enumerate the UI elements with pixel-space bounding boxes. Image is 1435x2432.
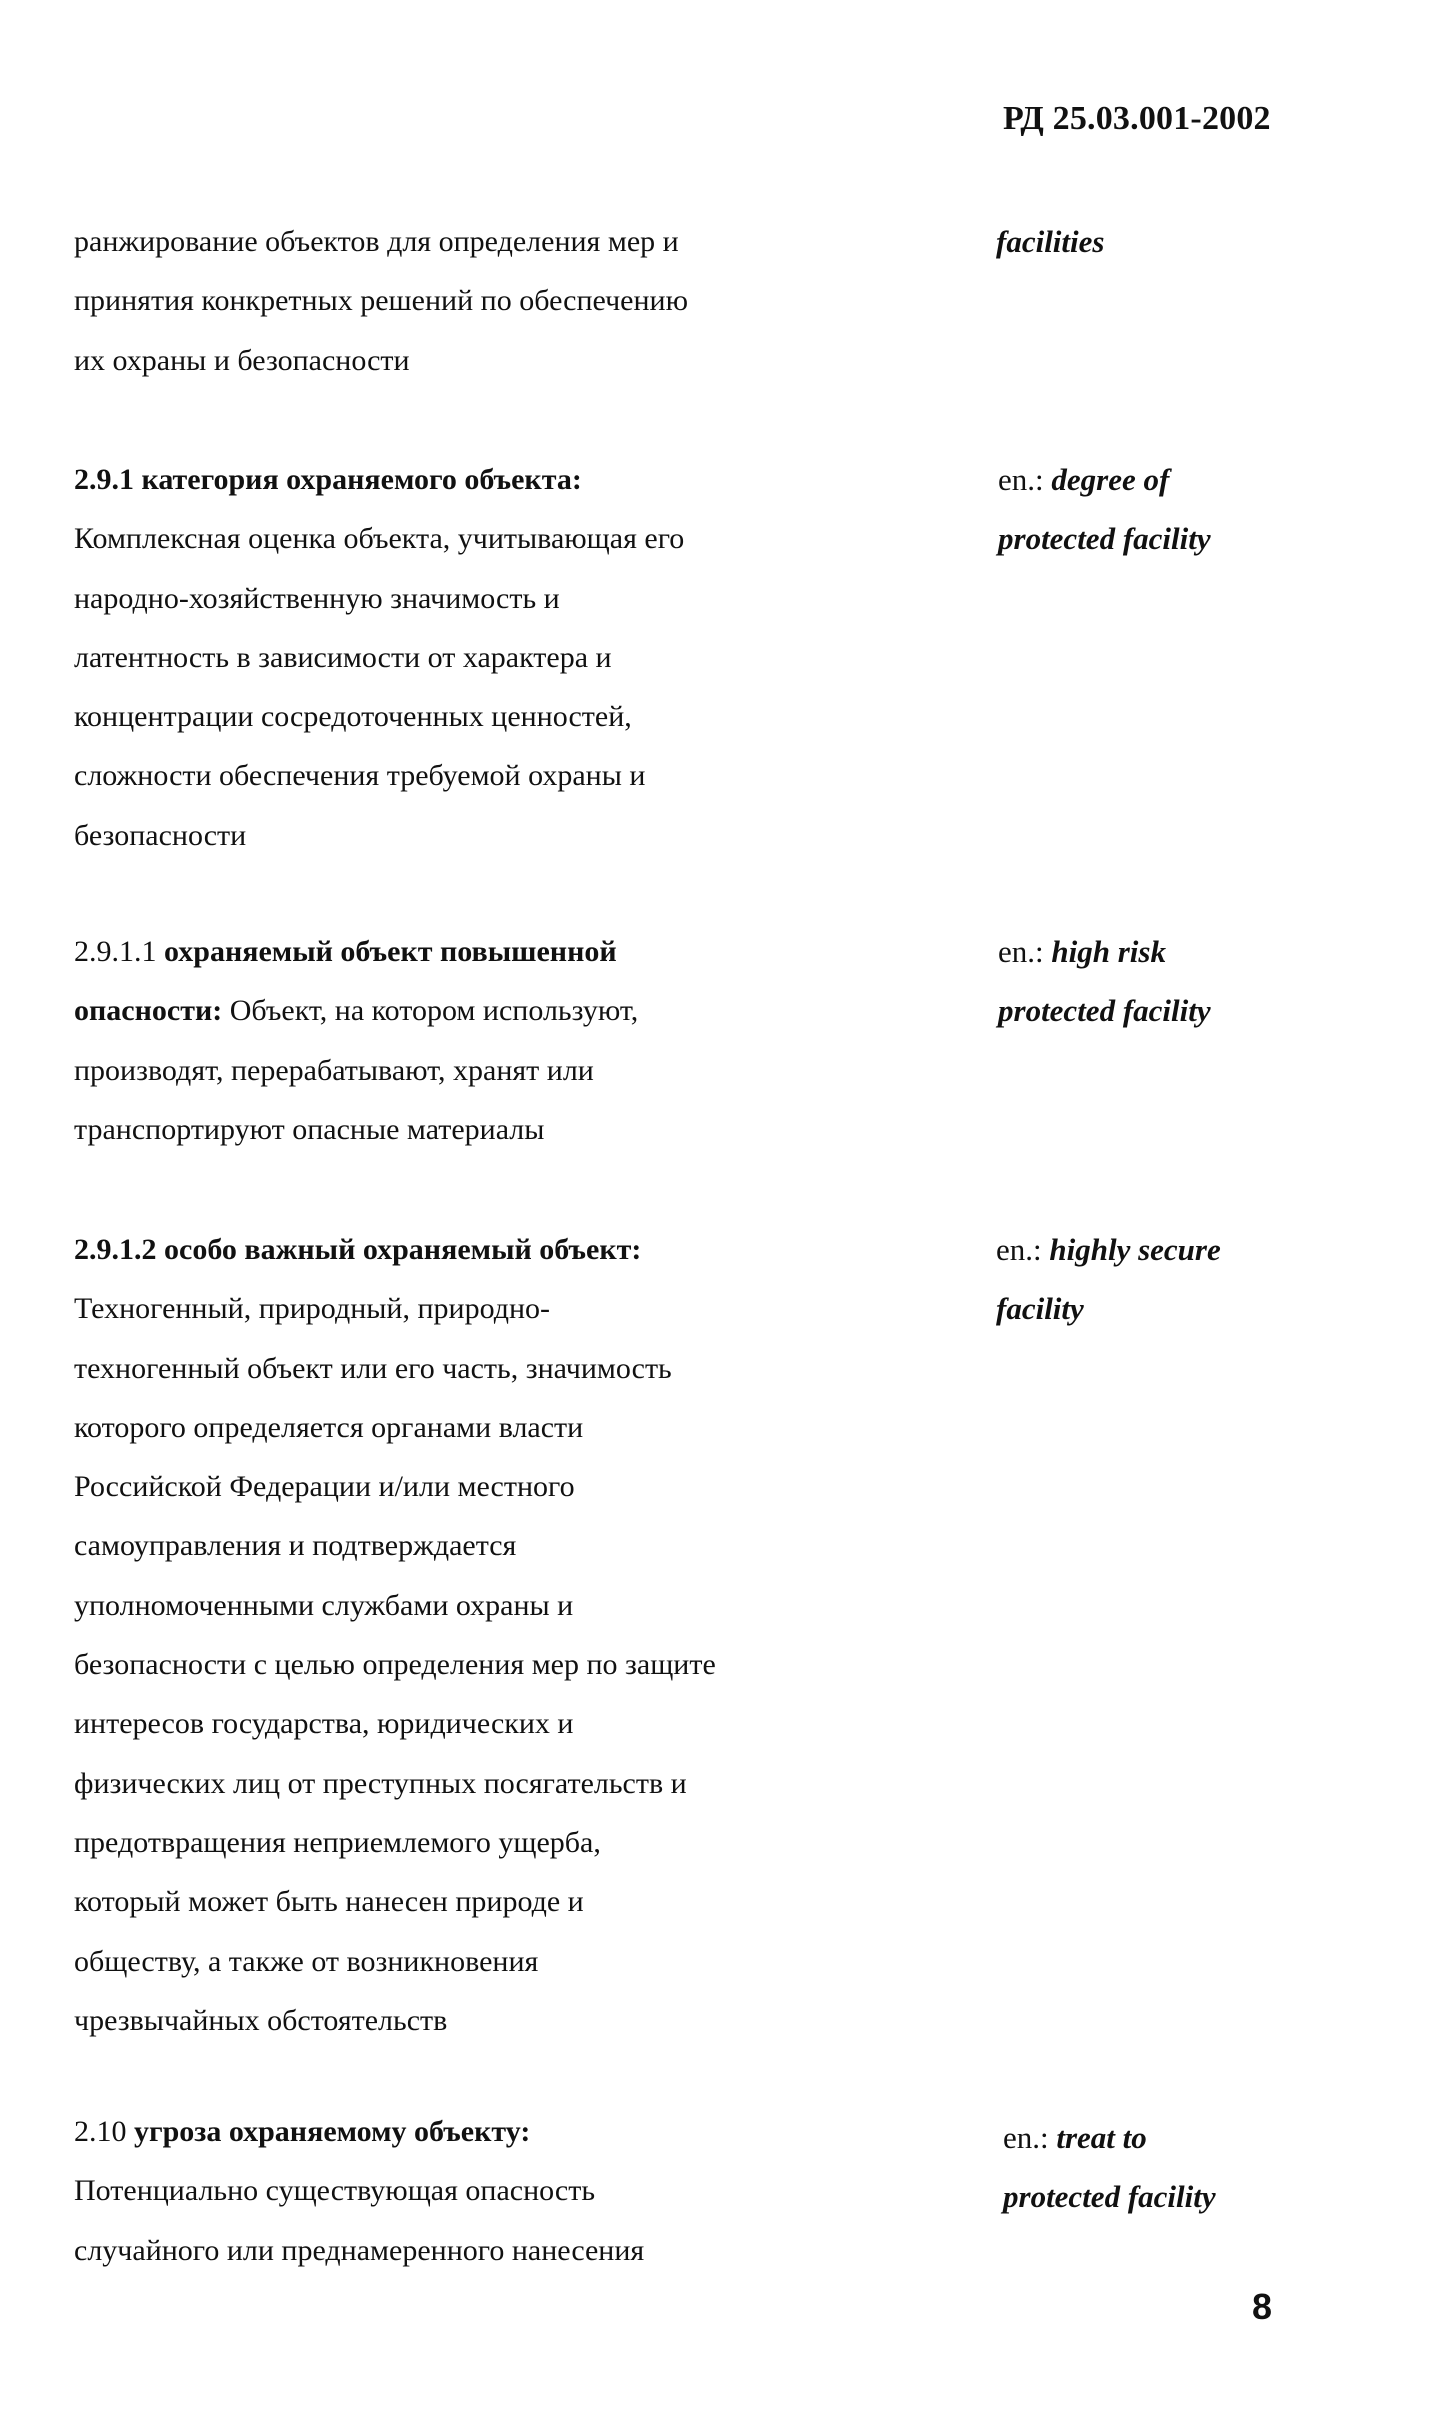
term-heading xyxy=(74,922,834,981)
definition-line: предотвращения неприемлемого ущерба, xyxy=(74,1825,601,1859)
ru-definition xyxy=(74,212,834,390)
term-number: 2.9.1.1 xyxy=(74,935,157,968)
ru-definition xyxy=(74,2102,834,2280)
definition-line: транспортируют опасные материалы xyxy=(74,1112,545,1146)
en-term-text: high risk xyxy=(1051,934,1166,969)
definition-line: техногенный объект или его часть, значимость xyxy=(74,1351,672,1385)
en-term-line: facility xyxy=(996,1291,1084,1327)
definition-line: производят, перерабатывают, хранят или xyxy=(74,1053,594,1087)
definition-line: латентность в зависимости от характера и xyxy=(74,640,612,674)
definition-line: чрезвычайных обстоятельств xyxy=(74,2003,448,2037)
en-equivalent xyxy=(996,212,1326,271)
en-equivalent xyxy=(996,1220,1326,1339)
term-number: 2.9.1 xyxy=(74,463,134,496)
definition-line: случайного или преднамеренного нанесения xyxy=(74,2233,645,2267)
definition-line: обществу, а также от возникновения xyxy=(74,1944,539,1978)
definition-line: их охраны и безопасности xyxy=(74,343,410,377)
en-prefix: en.: xyxy=(1003,2120,1057,2155)
definition-line: сложности обеспечения требуемой охраны и xyxy=(74,759,646,793)
term-title-continuation: опасности: xyxy=(74,994,223,1028)
term-heading xyxy=(74,450,834,509)
term-title: угроза охраняемому объекту: xyxy=(134,2115,531,2148)
en-equivalent xyxy=(1003,2108,1333,2227)
en-term-line xyxy=(1003,2108,1333,2167)
definition-line: Техногенный, природный, природно- xyxy=(74,1292,551,1326)
en-term-line xyxy=(998,450,1328,509)
definition-line: Потенциально существующая опасность xyxy=(74,2174,596,2208)
ru-definition xyxy=(74,922,834,1159)
en-term-line xyxy=(998,922,1328,981)
en-equivalent xyxy=(998,922,1328,1041)
document-code: РД 25.03.001-2002 xyxy=(1003,100,1271,137)
term-title: охраняемый объект повышенной xyxy=(164,935,617,968)
ru-definition xyxy=(74,1220,834,2050)
page-number: 8 xyxy=(1252,2286,1273,2327)
en-prefix: en.: xyxy=(996,1232,1050,1267)
definition-line: самоуправления и подтверждается xyxy=(74,1529,517,1563)
en-term-line xyxy=(996,1220,1326,1279)
definition-line xyxy=(74,981,834,1040)
term-heading xyxy=(74,1220,834,1279)
definition-line: уполномоченными службами охраны и xyxy=(74,1588,574,1622)
term-title: особо важный охраняемый объект: xyxy=(164,1233,642,1266)
definition-line: безопасности с целью определения мер по защите xyxy=(74,1648,716,1682)
term-number: 2.10 xyxy=(74,2115,127,2148)
en-term-line: facilities xyxy=(996,224,1105,259)
en-prefix: en.: xyxy=(998,462,1052,497)
term-number: 2.9.1.2 xyxy=(74,1233,157,1266)
definition-line: физических лиц от преступных посягательств и xyxy=(74,1766,687,1800)
en-term-line: protected facility xyxy=(998,521,1211,557)
en-term-text: degree of xyxy=(1051,462,1170,497)
definition-line: народно-хозяйственную значимость и xyxy=(74,581,560,615)
ru-definition xyxy=(74,450,834,865)
term-title: категория охраняемого объекта: xyxy=(141,463,582,496)
definition-line: концентрации сосредоточенных ценностей, xyxy=(74,700,632,734)
en-equivalent xyxy=(998,450,1328,569)
definition-line: Российской Федерации и/или местного xyxy=(74,1470,575,1504)
en-prefix: en.: xyxy=(998,934,1052,969)
definition-line: ранжирование объектов для определения мер и xyxy=(74,225,679,258)
definition-text: Объект, на котором используют, xyxy=(222,994,639,1028)
definition-line: интересов государства, юридических и xyxy=(74,1707,574,1741)
definition-line: которого определяется органами власти xyxy=(74,1410,584,1444)
definition-line: безопасности xyxy=(74,818,247,852)
en-term-text: highly secure xyxy=(1049,1232,1221,1267)
definition-line: который может быть нанесен природе и xyxy=(74,1885,584,1919)
definition-line: Комплексная оценка объекта, учитывающая его xyxy=(74,522,685,556)
en-term-line: protected facility xyxy=(1003,2179,1216,2215)
term-heading xyxy=(74,2102,834,2161)
definition-line: принятия конкретных решений по обеспечению xyxy=(74,284,688,318)
en-term-line: protected facility xyxy=(998,993,1211,1029)
en-term-text: treat to xyxy=(1056,2120,1147,2155)
